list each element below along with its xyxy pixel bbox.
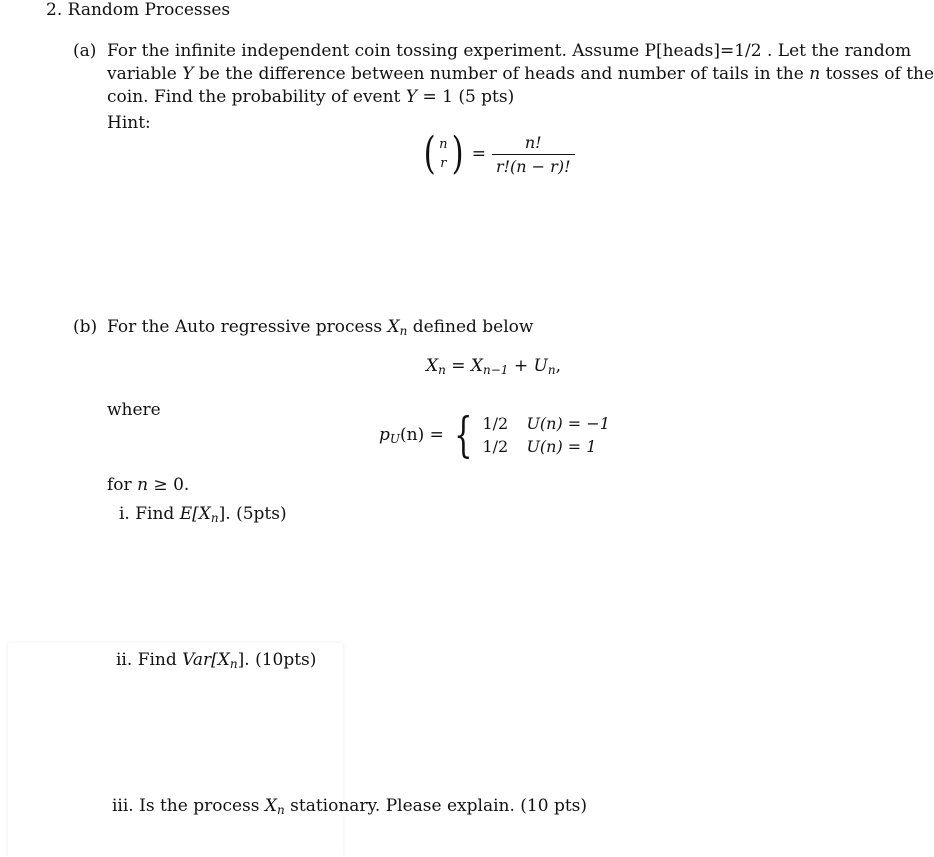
- eq-plus: +: [513, 356, 529, 376]
- binomial-stack: [439, 135, 447, 174]
- process-x: $X_n$: [387, 317, 408, 338]
- subpart-iii: [112, 796, 587, 816]
- pmf-definition: [379, 407, 610, 463]
- subpart-i: [119, 504, 287, 524]
- part-b-intro: [107, 317, 533, 337]
- fraction-denominator: r!(n − r)!: [492, 154, 575, 176]
- hint-label: Hint:: [107, 113, 151, 133]
- variable-y: Y: [182, 64, 194, 84]
- subpart-iii-text-a: Is the process: [139, 796, 260, 816]
- condition-line: for n ≥ 0.: [107, 475, 190, 495]
- part-a-line2-text-a: variable: [107, 64, 177, 84]
- answer-panel: [8, 643, 343, 857]
- left-brace: {: [454, 407, 473, 463]
- binomial-coefficient: [421, 128, 466, 179]
- part-a-line3-text: coin. Find the probability of event: [107, 87, 401, 107]
- subpart-i-expr: $E[X_n]$.: [179, 504, 231, 525]
- subpart-ii-label: ii.: [116, 650, 133, 670]
- subpart-iii-label: iii.: [112, 796, 134, 816]
- subpart-ii: [116, 650, 316, 670]
- part-a-line2-text-c: tosses of the: [825, 64, 934, 84]
- right-paren: ): [451, 128, 464, 179]
- binomial-bottom: r: [440, 156, 447, 171]
- part-a-line3: [107, 87, 514, 107]
- part-b-label: (b): [73, 317, 98, 337]
- subpart-ii-text: Find: [137, 650, 177, 670]
- fraction-numerator: n!: [524, 132, 542, 152]
- part-b-intro-text-a: For the Auto regressive process: [107, 317, 383, 337]
- eq-equals: =: [451, 356, 466, 376]
- formula-fraction: [492, 133, 575, 176]
- binomial-top: n: [439, 136, 448, 152]
- where-label: where: [107, 400, 161, 420]
- subpart-ii-expr: $Var[X_n]$.: [182, 650, 250, 671]
- problem-heading: 2. Random Processes: [46, 0, 231, 20]
- variable-n: n: [809, 64, 821, 84]
- subpart-ii-points: (10pts): [255, 650, 317, 670]
- pmf-case-2: 1/2 U(n) = 1: [482, 437, 597, 456]
- subpart-iii-expr: $X_n$: [264, 796, 285, 817]
- subpart-i-label: i.: [119, 504, 130, 524]
- pmf-cases: [482, 412, 609, 458]
- part-a-line2-text-b: be the difference between number of heads and number of tails in the: [198, 64, 804, 84]
- subpart-iii-text-b: stationary. Please explain. (10 pts): [290, 796, 588, 816]
- ar-equation: [426, 356, 561, 376]
- event-variable-y: Y: [405, 87, 418, 107]
- subpart-i-points: (5pts): [236, 504, 287, 524]
- eq-term1: $X_{n-1}$: [470, 356, 509, 377]
- eq-lhs: $X_n$: [426, 356, 446, 377]
- subpart-i-text: Find: [135, 504, 175, 524]
- pmf-lhs: $p_U(n)$ =: [379, 425, 444, 446]
- part-a-label: (a): [73, 41, 97, 61]
- part-b-intro-text-b: defined below: [412, 317, 534, 337]
- event-equation: = 1 (5 pts): [422, 87, 515, 107]
- eq-term2: $U_n$,: [533, 356, 561, 377]
- left-paren: (: [423, 128, 436, 179]
- formula-equals: =: [471, 144, 486, 164]
- part-a-line1: For the infinite independent coin tossing experiment. Assume P[heads]=1/2 . Let the random: [107, 41, 912, 61]
- part-a-line2: [107, 64, 934, 84]
- binomial-formula: [421, 128, 575, 179]
- pmf-case-1: 1/2 U(n) = −1: [482, 413, 610, 433]
